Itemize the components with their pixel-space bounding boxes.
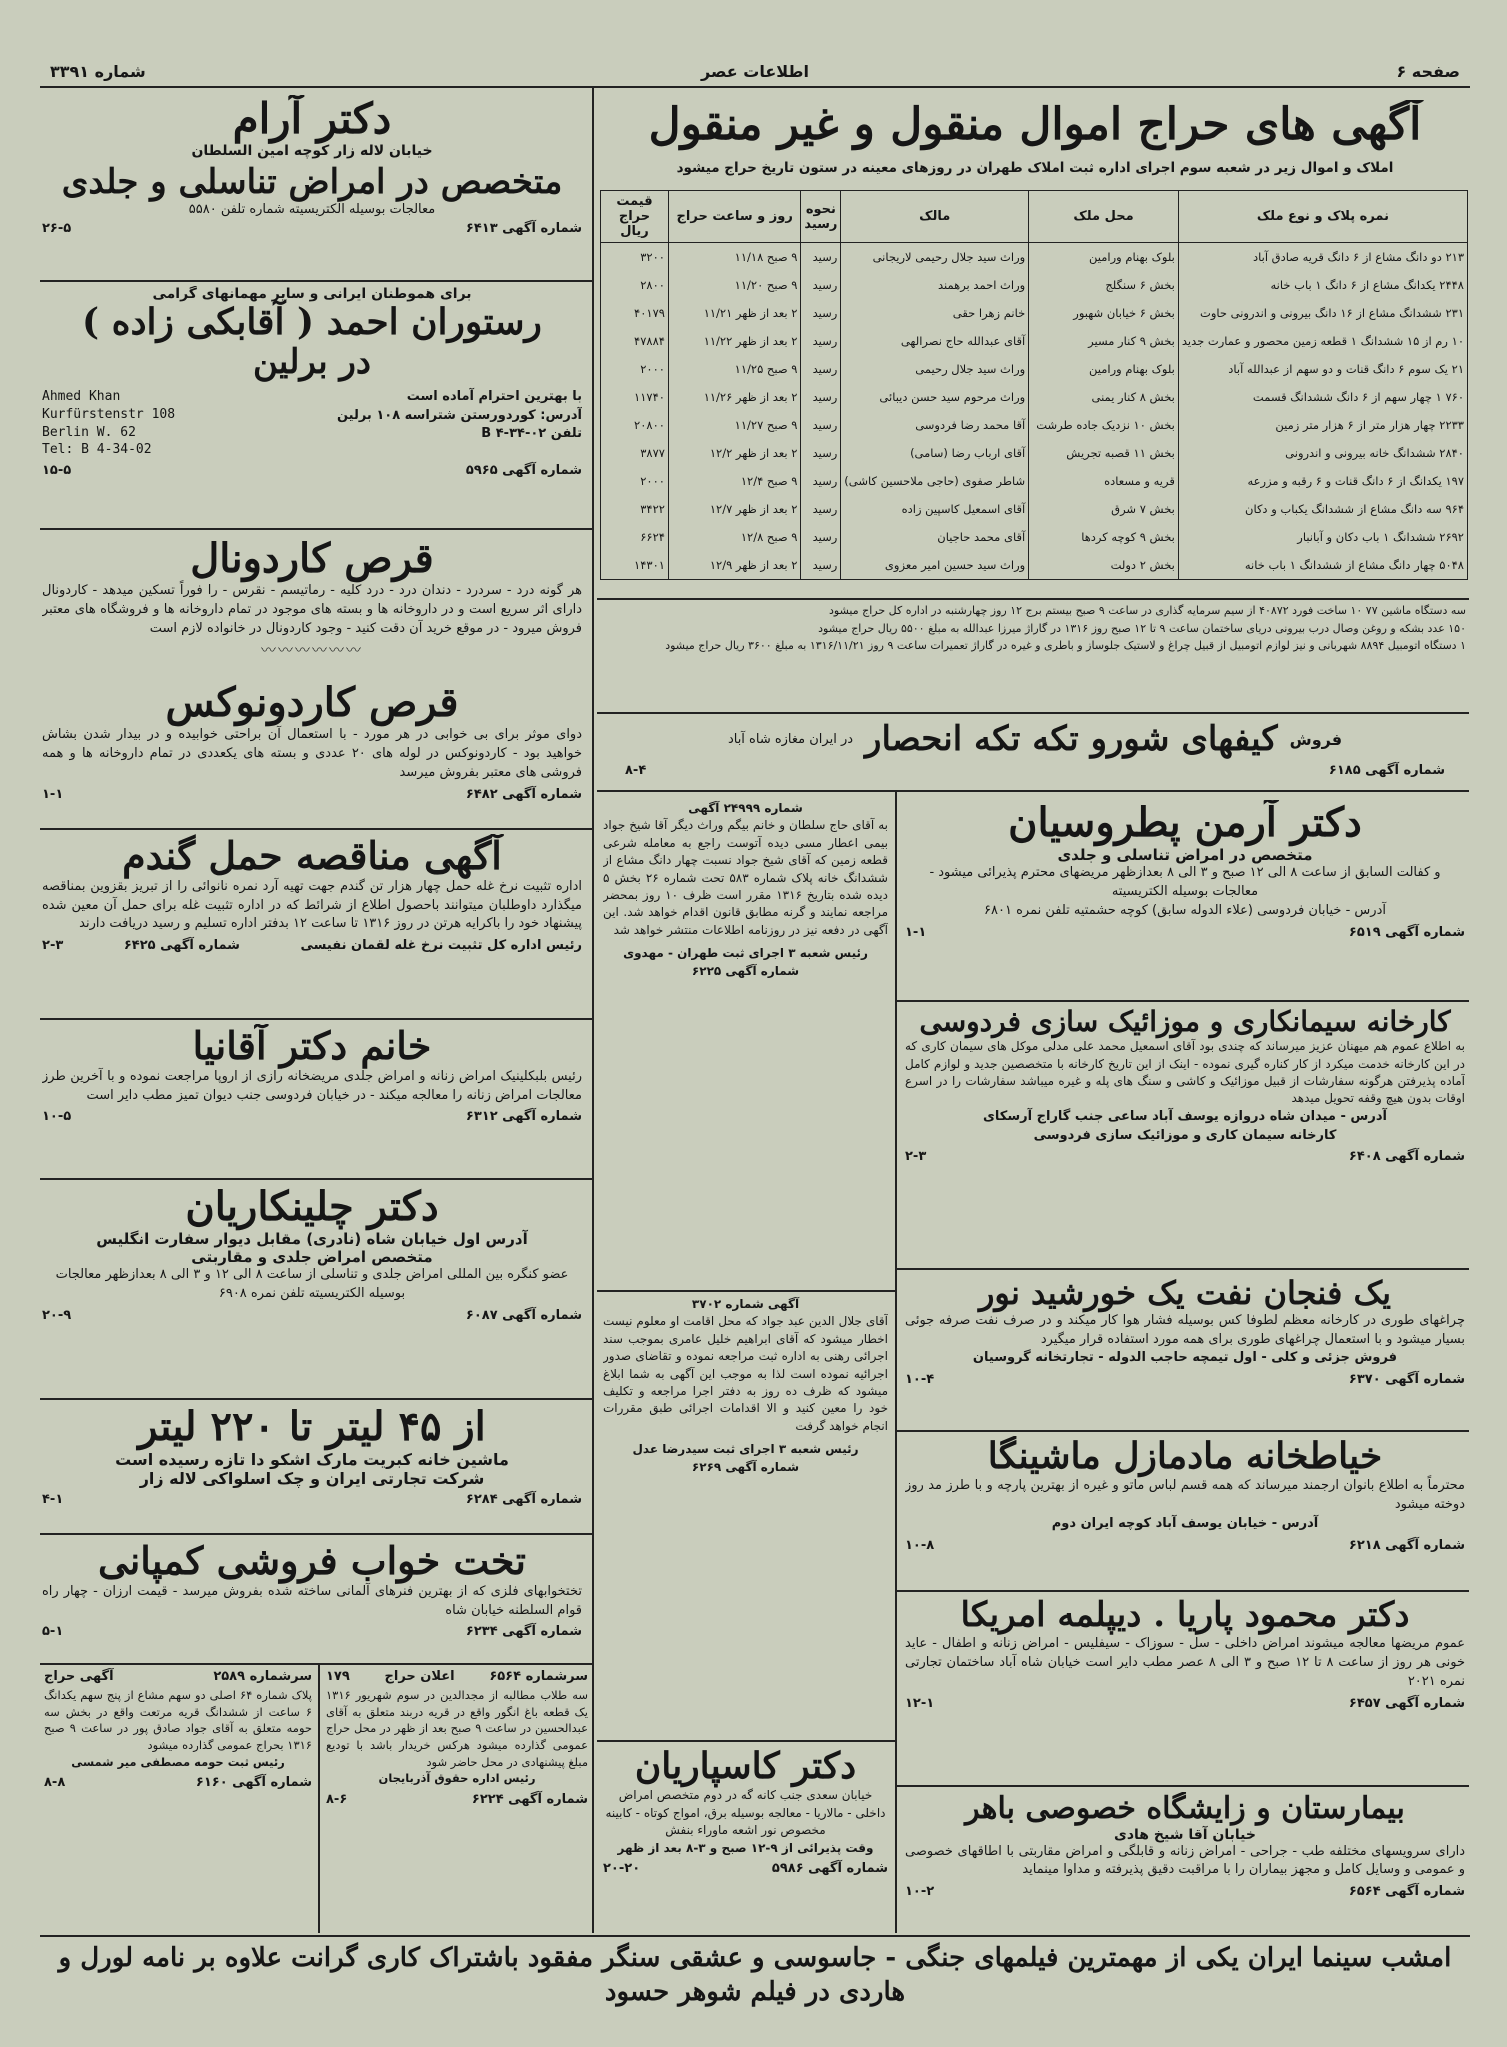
divider [597,790,1469,792]
auction-cell: ۲ بعد از ظهر ۱۲/۲ [668,439,801,467]
petrosian-title: دکتر آرمن پطروسیان [1008,800,1362,846]
column-divider [895,790,897,1933]
col-header: مالک [841,191,1029,243]
auction-cell: رسید [801,411,841,439]
wheat-nums: ۲-۳ [42,938,64,954]
divider [897,1590,1469,1592]
berlin-title: رستوران احمد ( آقابکی زاده ) [82,301,542,343]
cement-ref: شماره آگهی ۶۴۰۸ [1348,1149,1465,1165]
auction-cell: رسید [801,467,841,495]
cardonal-title: قرص کاردونال [190,536,434,582]
auction-cell: آقا محمد رضا فردوسی [841,411,1029,439]
bahar-text: دارای سرویسهای مختلفه طب - جراحی - امراض زنانه و قابلگی و امراض مقاربتی با اطاقهای خصوصی و عمومی و وسایل کامل و مجهز بیماران را با مراقبت دقیق پذیرفته و مداوا مینماید [905,1843,1465,1878]
divider [40,1398,592,1400]
auction-cell: آقای عبدالله حاج نصرالهی [841,327,1029,355]
auction-cell: بخش ۹ کوچه کردها [1029,523,1179,551]
auction-cell: ۹۶۴ سه دانگ مشاع از ششدانگ یکباب و دکان [1178,495,1467,523]
auction-cell: وراث مرحوم سید حسن دیبائی [841,383,1029,411]
oil-ref: شماره آگهی ۶۳۷۰ [1348,1372,1465,1388]
notice2-ref: شماره آگهی ۶۲۶۹ [691,1459,800,1474]
auction-cell: ۳۲۰۰ [601,243,669,272]
auction-header-row [601,191,1468,243]
berlin-latin-city: Berlin W. 62 [42,424,136,440]
ad-cement [905,1006,1465,1266]
ad-kiosk [605,720,1465,790]
auction-cell: ۴۷۸۸۴ [601,327,669,355]
auction-row [601,383,1468,411]
aqanya-ref: شماره آگهی ۶۳۱۲ [465,1109,582,1125]
auction-cell: آقای محمد حاجیان [841,523,1029,551]
ad-wheat [42,834,582,1014]
mahmoud-text: عموم مریضها معالجه میشوند امراض داخلی - سل - سوزاک - سیفلیس - امراض زنانه و اطفال - عاید خونی هر روز از ساعت ۸ تا ۱۲ صبح و ۳ الی ۸ عصر مطب دایر است خیابان شاه آباد ساختمان تجارتی نمره ۲۰۲۱ [905,1636,1465,1689]
ad-notice2 [603,1296,888,1736]
ad-cardonal [42,536,582,676]
auction-cell: آقای ارباب رضا (سامی) [841,439,1029,467]
auction-cell: رسید [801,551,841,580]
petrosian-ref: شماره آگهی ۶۵۱۹ [1348,924,1465,940]
aram-ref: شماره آگهی ۶۴۱۳ [465,221,582,237]
auction-cell: ۷۶۰ ۱ چهار سهم از ۶ دانگ ششدانگ قسمت [1178,383,1467,411]
auction-row [601,411,1468,439]
berlin-phone: تلفن ۰۲-۳۴-۴ B [481,425,582,441]
auction-cell: ۳۴۲۲ [601,495,669,523]
wheat-text: اداره تثبیت نرخ غله حمل چهار هزار تن گندم جهت تهیه آرد نمره نانوائی را از تبریز بقزوین بمناقصه میگذارد داوطلبان میتوانند باحصول اطلاع از شرائط که در اداره تثبیت غله برای حمل آن معین شده پیشنهاد خود را باکرایه هرتن در روز ۱۳۱۶ تا ساعت ۱۲ بدفتر اداره تسلیم و رسید دریافت دارند [42,878,582,932]
small2-sign: رئیس ثبت حومه مصطفی میر شمسی [71,1754,285,1769]
berlin-addr: آدرس: کوردورستن شتراسه ۱۰۸ برلین [336,407,582,423]
mahmoud-title: دکتر محمود پاریا . دیپلمه امریکا [960,1596,1410,1635]
wavy-divider: 〰〰〰〰〰〰 [260,640,363,659]
auction-cell: بخش ۷ شرق [1029,495,1179,523]
liter-ref: شماره آگهی ۶۲۸۴ [465,1492,582,1507]
auction-row [601,467,1468,495]
auction-cell: رسید [801,523,841,551]
berlin-latin-name: Ahmed Khan [42,389,121,405]
auction-cell: ۹ صبح ۱۱/۲۷ [668,411,801,439]
auction-row [601,243,1468,272]
auction-cell: ۲ بعد از ظهر ۱۲/۷ [668,495,801,523]
divider [897,1000,1469,1002]
auction-row [601,271,1468,299]
auction-body [601,243,1468,580]
auction-note: سه دستگاه ماشین ۷۷ ۱۰ ساخت فورد ۴۰۸۷۲ از سیم سرمایه گذاری در ساعت ۹ صبح بیستم برج ۱۲ روز چهارشنبه در اداره کل حراج میشود [829,604,1466,617]
liter-company: شرکت تجارتی ایران و چک اسلواکی لاله زار [139,1469,485,1488]
bahar-ref: شماره آگهی ۶۵۶۴ [1348,1884,1465,1900]
auction-cell: ۶۶۲۴ [601,523,669,551]
ad-liter [42,1404,582,1529]
chelinkarian-specialty: متخصص امراض جلدی و مقاربتی [191,1248,433,1266]
tailor-nums: ۱۰-۸ [905,1537,935,1553]
aram-note: معالجات بوسیله الکتریسیته شماره تلفن ۵۵۸۰ [188,202,436,218]
auction-row [601,551,1468,580]
notice1-sign: رئیس شعبه ۳ اجرای ثبت طهران - مهدوی [623,946,868,961]
ad-cardonox [42,680,582,825]
chelinkarian-text: عضو کنگره بین المللی امراض جلدی و تناسلی از ساعت ۸ الی ۱۲ و ۳ الی ۸ بعدازظهر معالجات بوسیله الکتریسیته تلفن نمره ۶۹۰۸ [55,1267,569,1301]
auction-cell: وراث سید حسین امیر معزوی [841,551,1029,580]
liter-title: از ۴۵ لیتر تا ۲۲۰ لیتر [138,1404,486,1450]
beds-title: تخت خواب فروشی کمپانی [98,1539,526,1583]
page-header [40,58,1470,88]
divider [597,1740,895,1742]
ad-berlin [42,286,582,524]
kasparian-ref: شماره آگهی ۵۹۸۶ [771,1860,888,1876]
kasparian-title: دکتر کاسپاریان [634,1746,857,1787]
tailor-text: محترماً به اطلاع بانوان ارجمند میرساند که همه قسم لباس ماتو و غیره از بهترین پارچه و با طرز مد روز دوخته میشود [905,1478,1465,1513]
auction-cell: ۲۱ یک سوم ۶ دانگ قنات و دو سهم از عبدالله آباد [1178,355,1467,383]
auction-cell: ۲ بعد از ظهر ۱۱/۲۲ [668,327,801,355]
tailor-addr: آدرس - خیابان یوسف آباد کوچه ایران دوم [1051,1516,1319,1532]
aqanya-title: خانم دکتر آقانیا [192,1024,432,1068]
ad-kasparian [603,1746,888,1932]
divider [897,1785,1469,1787]
ad-mahmoud [905,1596,1465,1781]
auction-title: آگهی های حراج اموال منقول و غیر منقول [648,100,1422,150]
divider [597,712,1469,714]
auction-note: ۱۵۰ عدد بشکه و روغن وصال درب بیرونی دریای ساختمان ساعت ۹ تا ۱۲ صبح روز ۱۳۱۶ در گاراژ میرزا عبدالله به مبلغ ۵۵۰۰ ریال حراج میشود [818,621,1466,635]
petrosian-addr: آدرس - خیابان فردوسی (علاء الدوله سابق) کوچه حشمتیه تلفن نمره ۶۸۰۱ [984,902,1386,918]
divider [40,1935,1470,1937]
tailor-ref: شماره آگهی ۶۲۱۸ [1348,1537,1465,1553]
auction-cell: وراث سید جلال رحیمی [841,355,1029,383]
divider [40,528,592,530]
auction-row [601,495,1468,523]
divider [597,598,1469,600]
ad-beds [42,1539,582,1659]
petrosian-text: و کفالت السابق از ساعت ۸ الی ۱۲ صبح و ۳ الی ۸ بعدازظهر مریضهای محترم پذیرائی میشود - معالجات بوسیله الکتریسیته [929,865,1441,899]
auction-cell: ۲۸۰۰ [601,271,669,299]
mahmoud-nums: ۱۲-۱ [905,1695,935,1711]
auction-cell: ۲۶۹۲ ششدانگ ۱ باب دکان و آبانبار [1178,523,1467,551]
column-divider [592,88,594,1933]
divider [40,828,592,830]
auction-cell: بخش ۲ دولت [1029,551,1179,580]
notice1-ref: شماره آگهی ۶۲۲۵ [691,963,800,978]
auction-cell: ۹ صبح ۱۱/۲۰ [668,271,801,299]
beds-text: تختخوابهای فلزی که از بهترین فنرهای آلمانی ساخته شده بفروش میرسد - قیمت ارزان - چهار راه قوام السلطنه خیابان شاه [42,1583,582,1618]
auction-cell: ۲۲۳۳ چهار هزار متر از ۶ هزار متر زمین [1178,411,1467,439]
cement-addr: آدرس - میدان شاه دروازه یوسف آباد ساعی جنب گاراج آرسکای [983,1108,1387,1124]
wheat-title: آگهی مناقصه حمل گندم [122,834,502,878]
mahmoud-ref: شماره آگهی ۶۴۵۷ [1348,1695,1465,1711]
wheat-sign: رئیس اداره کل تثبیت نرخ غله لقمان نفیسی [300,938,582,954]
notice2-head: آگهی شماره ۳۷۰۲ [691,1297,800,1311]
ad-tailor [905,1436,1465,1586]
aqanya-text: رئیس بلبکلینیک امراض زنانه و امراض جلدی مریضخانه رازی از اروپا مراجعت نموده و با آخرین طرز معالجات امراض زنانه را معالجه میکند - در خیابان فردوسی جنب دیوان تمیز مطب دایر است [42,1068,582,1103]
auction-cell: ۲۳۱ ششدانگ مشاع از ۱۶ دانگ بیرونی و اندرونی حاوت [1178,299,1467,327]
auction-cell: بخش ۱۱ قصبه تجریش [1029,439,1179,467]
cardonox-nums: ۱-۱ [42,786,64,802]
berlin-intro: برای هموطنان ایرانی و سایر مهمانهای گرامی [152,286,472,302]
divider [40,1178,592,1180]
auction-cell: رسید [801,299,841,327]
auction-cell: وراث سید جلال رحیمی لاریجانی [841,243,1029,272]
auction-notes [600,602,1466,655]
auction-cell: بخش ۹ کنار مسیر [1029,327,1179,355]
beds-nums: ۵-۱ [42,1624,64,1640]
auction-cell: بخش ۶ سنگلج [1029,271,1179,299]
berlin-city: در برلین [252,342,372,383]
auction-cell: ۱۱۷۴۰ [601,383,669,411]
issue-number: شماره ۳۳۹۱ [50,62,146,81]
bahar-nums: ۱۰-۲ [905,1884,935,1900]
divider [897,1268,1469,1270]
notice1-head: شماره ۲۴۹۹۹ آگهی [688,801,803,815]
chelinkarian-ref: شماره آگهی ۶۰۸۷ [465,1307,582,1323]
col-header: نحوه رسید [801,191,841,243]
small1-title: اعلان حراج [384,1669,455,1684]
kiosk-title: کیفهای شورو تکه تکه انحصار [865,720,1278,759]
auction-cell: رسید [801,495,841,523]
small1-ref: سرشماره ۶۵۶۴ [489,1669,588,1684]
divider [897,1430,1469,1432]
notice2-sign: رئیس شعبه ۳ اجرای ثبت سیدرضا عدل [632,1442,859,1457]
aram-address: خیابان لاله زار کوچه امین السلطان [191,143,433,160]
small2-text: پلاک شماره ۶۴ اصلی دو سهم مشاع از پنج سهم یکدانگ ۶ ساعت از ششدانگ قریه مرتعت واقع در بخش سه حومه متعلق به آقای جواد صادق پور در ساعت ۹ صبح ۱۳۱۶ بحراج عمومی گذارده میشود [44,1687,312,1752]
small2-nums2: ۸-۸ [44,1775,66,1791]
auction-row [601,299,1468,327]
divider [40,1533,592,1535]
auction-cell: بخش ۶ خیابان شهبور [1029,299,1179,327]
kasparian-text: خیابان سعدی جنب کانه گه در دوم متخصص امراض داخلی - مالاریا - معالجه بوسیله برق، امواج کوتاه - کابینه مخصوص نور اشعه ماوراء بنفش [605,1788,886,1838]
auction-cell: ۲۰۸۰۰ [601,411,669,439]
cement-text: به اطلاع عموم هم میهنان عزیز میرساند که چندی بود آقای اسمعیل محمد علی مدلی موکل های سیمان کاری که در این کارخانه خدمت میکرد از کار کناره گیری نموده - اینک از این تاریخ کارخانه با متخصصین جدید و لوازم کامل آماده پذیرفتن هرگونه سفارشات از قبیل موزائیک و کاشی و سنگ های پله و غیره میباشد سفارشات را در اسرع اوقات بدون هیچ وقفه تحویل میدهد [905,1039,1465,1106]
petrosian-nums: ۱-۱ [905,924,927,940]
auction-cell: آقای اسمعیل کاسپین زاده [841,495,1029,523]
auction-cell: ۲۴۴۸ یکدانگ مشاع از ۶ دانگ ۱ باب خانه [1178,271,1467,299]
auction-cell: رسید [801,243,841,272]
auction-subtitle: املاک و اموال زیر در شعبه سوم اجرای اداره ثبت املاک طهران در روزهای معینه در ستون تاریخ حراج میشود [676,160,1394,176]
small2-ref2: شماره آگهی ۶۱۶۰ [195,1775,312,1791]
kiosk-pre: فروش [1289,730,1343,750]
paper-name: اطلاعات عصر [701,62,809,81]
chelinkarian-addr: آدرس اول خیابان شاه (نادری) مقابل دیوار سفارت انگلیس [96,1230,528,1248]
chelinkarian-nums: ۲۰-۹ [42,1307,72,1323]
small2-ref: سرشماره ۲۵۸۹ [213,1669,312,1684]
auction-cell: ۵۰۴۸ چهار دانگ مشاع از ششدانگ ۱ باب خانه [1178,551,1467,580]
kasparian-nums: ۲۰-۲۰ [603,1860,641,1876]
auction-cell: ۳۸۷۷ [601,439,669,467]
column-divider [318,1665,320,1933]
chelinkarian-title: دکتر چلینکاریان [185,1184,439,1230]
cement-title: کارخانه سیمانکاری و موزائیک سازی فردوسی [919,1006,1451,1038]
aram-nums: ۲۶-۵ [42,221,72,237]
footer-banner: امشب سینما ایران یکی از مهمترین فیلمهای جنگی - جاسوسی و عشقی سنگر مفقود باشتراک کاری گرانت علاوه بر نامه لورل و هاردی در فیلم شوهر حسود [58,1943,1452,2007]
page-number: صفحه ۶ [1396,62,1460,81]
auction-cell: بخش ۸ کنار یمنی [1029,383,1179,411]
auction-cell: ۲۱۳ دو دانگ مشاع از ۶ دانگ قریه صادق آباد [1178,243,1467,272]
cardonox-ref: شماره آگهی ۶۴۸۲ [465,786,582,802]
auction-row [601,523,1468,551]
auction-cell: بخش ۱۰ نزدیک جاده طرشت [1029,411,1179,439]
auction-cell: ۹ صبح ۱۲/۴ [668,467,801,495]
aqanya-nums: ۱۰-۵ [42,1109,72,1125]
ad-notice1 [603,800,888,1270]
ad-bahar [905,1792,1465,1932]
divider [40,1018,592,1020]
auction-cell: ۱۹۷ یکدانگ از ۶ دانگ قنات و ۶ رقبه و مزرعه [1178,467,1467,495]
divider [40,280,592,282]
tailor-title: خیاطخانه مادمازل ماشینگا [987,1436,1383,1477]
auction-row [601,439,1468,467]
berlin-latin-tel: Tel: B 4-34-02 [42,442,152,458]
auction-cell: قریه و مسعاده [1029,467,1179,495]
ad-aqanya [42,1024,582,1174]
aram-title: دکتر آرام [232,95,392,143]
auction-cell: رسید [801,439,841,467]
auction-note: ۱ دستگاه اتومبیل ۸۸۹۴ شهربانی و نیز لوازم اتومبیل از قبیل چراغ و لاستیک جلوساز و باطری و غیره در گاراژ تعمیرات ساعت ۹ روز ۱۳۱۶/۱۱/۲۱ به مبلغ ۳۶۰۰ ریال حراج میشود [665,639,1466,653]
auction-cell: رسید [801,383,841,411]
auction-cell: ۲۰۰۰ [601,355,669,383]
auction-cell: رسید [801,271,841,299]
liter-sub: ماشین خانه کبریت مارک اشکو دا تازه رسیده است [115,1450,509,1469]
auction-cell: رسید [801,327,841,355]
auction-cell: ۲ بعد از ظهر ۱۱/۲۶ [668,383,801,411]
berlin-line1: با بهترین احترام آماده است [406,389,582,405]
auction-row [601,355,1468,383]
small2-title: آگهی حراج [44,1669,114,1684]
bahar-title: بیمارستان و زایشگاه خصوصی باهر [965,1792,1405,1826]
cardonal-text: هر گونه درد - سردرد - دندان درد - درد کلیه - رماتیسم - نقرس - را فوراً تسکین میدهد - کاردونال دارای اثر سریع است و در داروخانه ها و بسته های موجود در تمام داروخانه ها و فروشگاه های معتبر فروش میرود - در موقع خرید آن دقت کنید - وجود کاردونال در خانواده لازم است [42,583,582,636]
small1-nums: ۱۷۹ [326,1669,350,1684]
berlin-nums: ۱۵-۵ [42,462,72,478]
auction-cell: بلوک بهنام ورامین [1029,355,1179,383]
ad-auction-small2 [44,1668,312,1930]
oil-seller: فروش جزئی و کلی - اول تیمچه حاجب الدوله - تجارتخانه گروسیان [972,1350,1398,1366]
cement-sign: کارخانه سیمان کاری و موزائیک سازی فردوسی [1033,1127,1337,1143]
col-header: قیمت حراج ریال [601,191,669,243]
cement-nums: ۲-۳ [905,1149,927,1165]
small1-text: سه طلاب مطالبه از مجدالدین در سوم شهریور ۱۳۱۶ یک قطعه باغ انگور واقع در قریه دربند متعلق به آقای عبدالحسین در ساعت ۹ صبح بعد از ظهر در محل حراج عمومی گذارده میشود هرکس خریدار باشد با تودیع مبلغ پیشنهادی در محل حاضر شود [326,1687,588,1769]
auction-cell: ۲ بعد از ظهر ۱۱/۲۱ [668,299,801,327]
kiosk-ref: شماره آگهی ۶۱۸۵ [1328,763,1445,779]
berlin-latin-street: Kurfürstenstr 108 [42,407,176,423]
wheat-ref: شماره آگهی ۶۴۲۵ [123,938,240,954]
notice2-text: آقای جلال الدین عبد جواد که محل اقامت او معلوم نیست اخطار میشود که آقای ابراهیم خلیل عامری بموجب سند اجرائی رهنی به اداره ثبت مراجعه نموده و تقاضای صدور اجرائیه نموده است لذا به موجب این آگهی به شما ابلاغ میشود که ظرف ده روز به دفتر اجرا مراجعه و تکلیف خود را معین کنید و الا اقدامات اجرائی طبق مقررات انجام خواهد گرفت [603,1314,888,1433]
oil-title: یک فنجان نفت یک خورشید نور [978,1275,1392,1312]
auction-cell: ۹ صبح ۱۱/۲۵ [668,355,801,383]
divider [597,1290,895,1292]
ad-chelinkarian [42,1184,582,1394]
notice1-text: به آقای حاج سلطان و خانم بیگم وراث دیگر آقا شیخ جواد بیمی اعطار مسی دیده آتوست راجع به معامله شرعی قطعه زمین که آقای شیخ جواد نسبت چهار دانگ مشاع از ششدانگ خانه پلاک شماره ۵۸۳ تحت شماره ۲۶ بخش ۵ دیده شده بتاریخ ۱۳۱۶ مقرر است ظرف ۱۰ روز بمحضر مراجعه نمایند و گرنه مطابق قانون اقدام خواهد شد. این آگهی در دفعه نیز در روزنامه اطلاعات منتشر خواهد شد [603,818,888,937]
auction-cell: وراث احمد برهمند [841,271,1029,299]
auction-cell: ۱۴۳۰۱ [601,551,669,580]
col-header: روز و ساعت حراج [668,191,801,243]
kiosk-nums: ۸-۴ [625,763,647,779]
auction-cell: ۲۰۰۰ [601,467,669,495]
auction-cell: ۹ صبح ۱۱/۱۸ [668,243,801,272]
kasparian-hours: وقت پذیرائی از ۹-۱۲ صبح و ۳-۸ بعد از ظهر [617,1840,874,1855]
auction-cell: خانم زهرا حقی [841,299,1029,327]
small1-sign: رئیس اداره حقوق آذربایجان [378,1771,536,1786]
cardonox-title: قرص کاردونوکس [165,680,459,726]
auction-cell: ۴۰۱۷۹ [601,299,669,327]
bahar-street: خیابان آقا شیخ هادی [1114,1826,1256,1843]
cardonox-text: دوای موثر برای بی خوابی در هر مورد - با استعمال آن براحتی خوابیده و در بیدار شدن بشاش خواهید بود - کاردونوکس در لوله های ۲۰ عددی و بسته های یکعددی در تمام داروخانه ها و همه فروشی های معتبر بفروش میرسد [42,727,582,780]
auction-cell: رسید [801,355,841,383]
beds-ref: شماره آگهی ۶۲۳۴ [465,1624,582,1640]
kiosk-note: در ایران مغازه شاه آباد [727,732,854,748]
col-header: نمره پلاک و نوع ملک [1178,191,1467,243]
auction-cell: ۹ صبح ۱۲/۸ [668,523,801,551]
small1-nums2: ۸-۶ [326,1791,348,1807]
oil-text: چراغهای طوری در کارخانه معظم لطوفا کس بوسیله فشار هوا کار میکند و در صرف نفت صرفه جوئی بسیار میشود و با استعمال چراغهای طوری برای همه مورد استفاده قرار میگیرد [905,1312,1465,1347]
auction-cell: ۲ بعد از ظهر ۱۲/۹ [668,551,801,580]
auction-cell: بلوک بهنام ورامین [1029,243,1179,272]
aram-specialty: متخصص در امراض تناسلی و جلدی [61,162,563,203]
ad-auction-small1 [326,1668,588,1930]
auction-table [600,190,1468,580]
ad-petrosian [905,800,1465,1010]
auction-row [601,327,1468,355]
petrosian-specialty: متخصص در امراض تناسلی و جلدی [1057,846,1313,864]
divider [40,1663,592,1665]
ad-aram [42,95,582,275]
liter-nums: ۴-۱ [42,1492,64,1507]
oil-nums: ۱۰-۴ [905,1372,935,1388]
col-header: محل ملک [1029,191,1179,243]
auction-cell: ۱۰ رم از ۱۵ ششدانگ ۱ قطعه زمین محصور و عمارت جدید [1178,327,1467,355]
ad-oil [905,1275,1465,1425]
auction-cell: ۲۸۴۰ ششدانگ خانه بیرونی و اندرونی [1178,439,1467,467]
berlin-ref: شماره آگهی ۵۹۶۵ [465,462,582,478]
auction-cell: شاطر صفوی (حاجی ملاحسین کاشی) [841,467,1029,495]
small1-ref2: شماره آگهی ۶۲۲۴ [471,1791,588,1807]
